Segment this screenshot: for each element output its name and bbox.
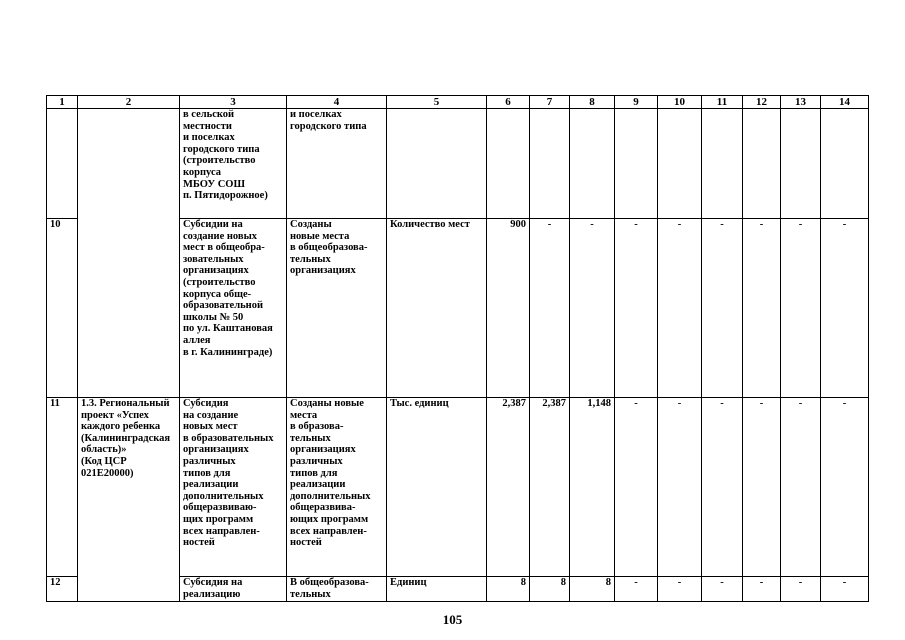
header-cell: 11 [702, 96, 743, 109]
value-cell-9 [615, 109, 658, 219]
value-cell-13: - [781, 219, 821, 398]
value-cell-12: - [743, 577, 781, 602]
project-cell: 1.3. Региональный проект «Успех каждого ребенка (Калининградская область)» (Код ЦСР 021E20000) [78, 398, 180, 602]
header-cell: 10 [658, 96, 702, 109]
header-cell: 2 [78, 96, 180, 109]
value-cell-13 [781, 109, 821, 219]
data-table [46, 95, 869, 602]
header-cell: 3 [180, 96, 287, 109]
value-cell-12: - [743, 398, 781, 577]
value-cell-8: 1,148 [570, 398, 615, 577]
value-cell-14 [821, 109, 869, 219]
measure-cell: Субсидия на реализацию [180, 577, 287, 602]
value-cell-9: - [615, 398, 658, 577]
header-cell: 5 [387, 96, 487, 109]
result-cell: Созданы новые места в образова- тельных организациях различных типов для реализации дополнительных общеразвива- ющих программ всех направлен- ностей [287, 398, 387, 577]
result-cell: Созданы новые места в общеобразова- тельных организациях [287, 219, 387, 398]
value-cell-12 [743, 109, 781, 219]
value-cell-11 [702, 109, 743, 219]
value-cell-6: 8 [487, 577, 530, 602]
value-cell-14: - [821, 219, 869, 398]
header-cell: 8 [570, 96, 615, 109]
value-cell-14: - [821, 577, 869, 602]
value-cell-9: - [615, 577, 658, 602]
value-cell-13: - [781, 398, 821, 577]
row-number-cell [47, 109, 78, 219]
value-cell-10 [658, 109, 702, 219]
row-number-cell: 10 [47, 219, 78, 398]
row-number-cell: 12 [47, 577, 78, 602]
header-cell: 1 [47, 96, 78, 109]
value-cell-11: - [702, 398, 743, 577]
value-cell-14: - [821, 398, 869, 577]
table-row [47, 109, 869, 219]
header-cell: 4 [287, 96, 387, 109]
result-cell: В общеобразова- тельных [287, 577, 387, 602]
value-cell-10: - [658, 398, 702, 577]
header-cell: 14 [821, 96, 869, 109]
value-cell-7 [530, 109, 570, 219]
header-cell: 7 [530, 96, 570, 109]
header-cell: 9 [615, 96, 658, 109]
value-cell-7: 2,387 [530, 398, 570, 577]
value-cell-11: - [702, 577, 743, 602]
value-cell-6: 2,387 [487, 398, 530, 577]
row-number-cell: 11 [47, 398, 78, 577]
table-row [47, 398, 869, 577]
value-cell-8: - [570, 219, 615, 398]
unit-cell: Единиц [387, 577, 487, 602]
value-cell-6: 900 [487, 219, 530, 398]
page-number: 105 [442, 612, 463, 627]
value-cell-9: - [615, 219, 658, 398]
measure-cell: Субсидия на создание новых мест в образовательных организациях различных типов для реализации дополнительных общеразвиваю- щих программ всех направлен- ностей [180, 398, 287, 577]
value-cell-7: 8 [530, 577, 570, 602]
value-cell-12: - [743, 219, 781, 398]
value-cell-8: 8 [570, 577, 615, 602]
value-cell-10: - [658, 219, 702, 398]
value-cell-8 [570, 109, 615, 219]
unit-cell: Количество мест [387, 219, 487, 398]
header-row [47, 96, 869, 109]
value-cell-6 [487, 109, 530, 219]
unit-cell: Тыс. единиц [387, 398, 487, 577]
measure-cell: Субсидии на создание новых мест в общеобра- зовательных организациях (строительство корпуса обще- образовательной школы № 50 по ул. Каштановая аллея в г. Калининграде) [180, 219, 287, 398]
value-cell-11: - [702, 219, 743, 398]
unit-cell [387, 109, 487, 219]
value-cell-7: - [530, 219, 570, 398]
header-cell: 6 [487, 96, 530, 109]
header-cell: 12 [743, 96, 781, 109]
result-cell: и поселках городского типа [287, 109, 387, 219]
project-cell [78, 109, 180, 398]
value-cell-13: - [781, 577, 821, 602]
header-cell: 13 [781, 96, 821, 109]
measure-cell: в сельской местности и поселках городского типа (строительство корпуса МБОУ СОШ п. Пятидорожное) [180, 109, 287, 219]
value-cell-10: - [658, 577, 702, 602]
